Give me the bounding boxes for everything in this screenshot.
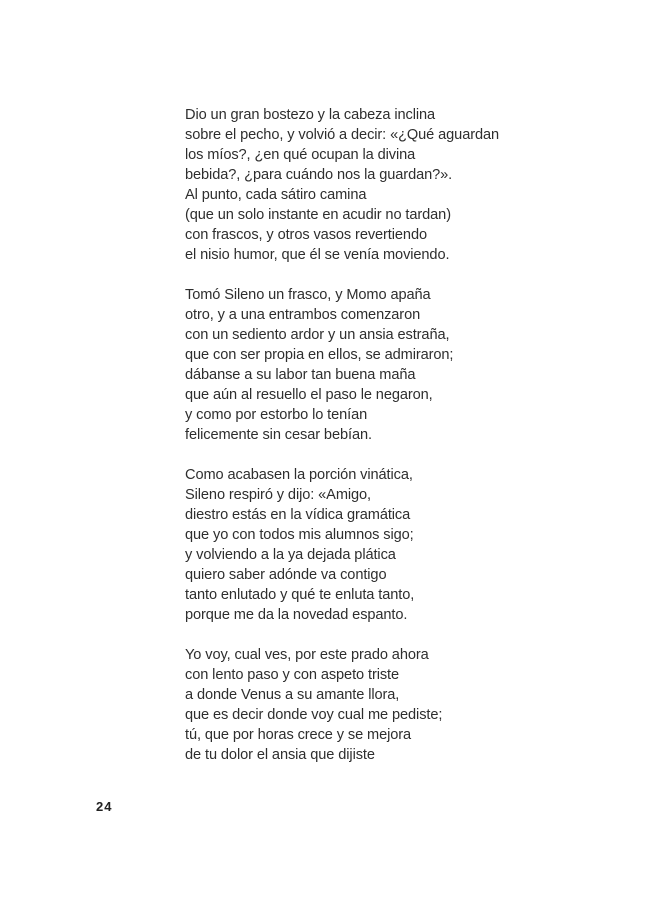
stanza: [185, 645, 499, 765]
verse-line: que es decir donde voy cual me pediste;: [185, 707, 443, 723]
verse-line: de tu dolor el ansia que dijiste: [185, 747, 375, 763]
verse-line: con un sediento ardor y un ansia estraña,: [185, 327, 450, 343]
verse-line: sobre el pecho, y volvió a decir: «¿Qué aguardan: [185, 127, 500, 143]
stanza: [185, 105, 499, 265]
verse-line: Yo voy, cual ves, por este prado ahora: [185, 647, 429, 663]
verse-line: a donde Venus a su amante llora,: [185, 687, 400, 703]
verse-line: Sileno respiró y dijo: «Amigo,: [185, 487, 371, 503]
verse-line: que con ser propia en ellos, se admiraron;: [185, 347, 454, 363]
verse-line: quiero saber adónde va contigo: [185, 567, 387, 583]
verse-line: con lento paso y con aspeto triste: [185, 667, 400, 683]
verse-line: dábanse a su labor tan buena maña: [185, 367, 416, 383]
verse-line: Tomó Sileno un frasco, y Momo apaña: [185, 287, 431, 303]
page-number: 24: [96, 799, 113, 814]
verse-line: porque me da la novedad espanto.: [185, 607, 408, 623]
verse-line: Al punto, cada sátiro camina: [185, 187, 367, 203]
poem-body: [185, 105, 499, 785]
verse-line: que yo con todos mis alumnos sigo;: [185, 527, 414, 543]
verse-line: otro, y a una entrambos comenzaron: [185, 307, 421, 323]
verse-line: los míos?, ¿en qué ocupan la divina: [185, 147, 416, 163]
verse-line: Dio un gran bostezo y la cabeza inclina: [185, 107, 436, 123]
verse-line: que aún al resuello el paso le negaron,: [185, 387, 433, 403]
verse-line: Como acabasen la porción vinática,: [185, 467, 413, 483]
stanza: [185, 285, 499, 445]
verse-line: diestro estás en la vídica gramática: [185, 507, 411, 523]
verse-line: bebida?, ¿para cuándo nos la guardan?».: [185, 167, 453, 183]
stanza: [185, 465, 499, 625]
verse-line: tanto enlutado y qué te enluta tanto,: [185, 587, 415, 603]
verse-line: tú, que por horas crece y se mejora: [185, 727, 412, 743]
verse-line: y volviendo a la ya dejada plática: [185, 547, 396, 563]
verse-line: el nisio humor, que él se venía moviendo.: [185, 247, 450, 263]
verse-line: con frascos, y otros vasos revertiendo: [185, 227, 427, 243]
verse-line: y como por estorbo lo tenían: [185, 407, 368, 423]
verse-line: felicemente sin cesar bebían.: [185, 427, 372, 443]
verse-line: (que un solo instante en acudir no tardan): [185, 207, 451, 223]
